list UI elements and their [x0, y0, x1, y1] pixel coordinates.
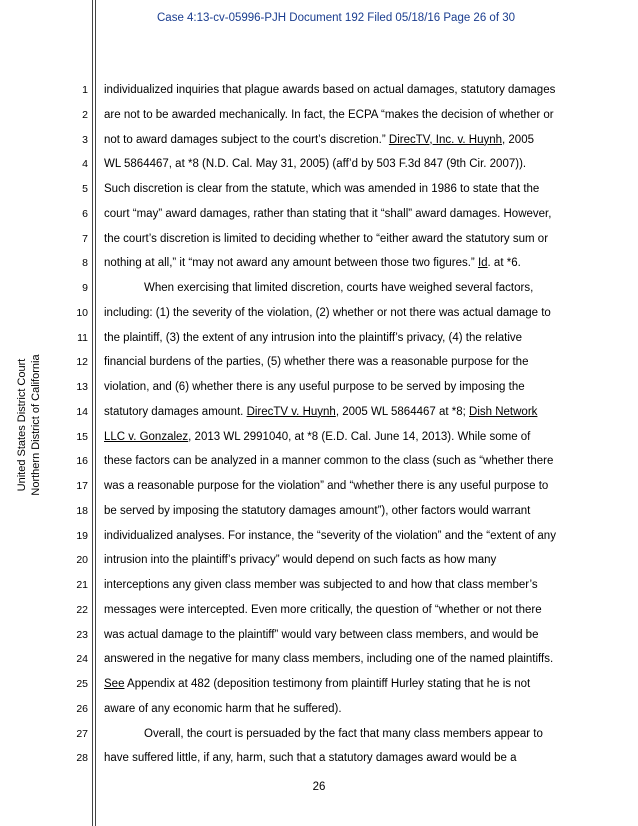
line-number: 24 — [76, 653, 88, 666]
text-run: the court’s discretion is limited to deciding whether to “either award the statutory sum or — [104, 232, 549, 245]
citation: Dish Network — [469, 405, 538, 418]
text-run: violation, and (6) whether there is any useful purpose to be served by imposing the — [104, 381, 525, 393]
left-margin-rule — [92, 0, 93, 826]
citation: See — [104, 678, 125, 690]
line-number: 22 — [76, 603, 88, 616]
text-line — [104, 301, 618, 326]
text-run: statutory damages amount. — [104, 405, 247, 418]
text-line — [104, 251, 618, 276]
body-text — [104, 78, 618, 771]
line-number: 13 — [76, 381, 88, 393]
line-number: 16 — [76, 455, 88, 468]
text-run: , 2013 WL 2991040, at *8 (E.D. Cal. June 14, 2013). While some of — [188, 430, 531, 443]
sidebar-line-2: Northern District of California — [30, 354, 42, 496]
citation: DirecTV v. Huynh — [246, 405, 336, 418]
text-run: intrusion into the plaintiff’s privacy” would depend on such facts as how many — [104, 554, 497, 567]
sidebar-line-1: United States District Court — [16, 358, 28, 492]
text-line — [104, 276, 618, 301]
line-number: 18 — [76, 504, 88, 517]
line-number: 4 — [82, 158, 88, 171]
page-number: 26 — [312, 781, 326, 793]
text-line — [104, 672, 618, 697]
text-line — [104, 227, 618, 252]
text-run: aware of any economic harm that he suffered). — [104, 702, 342, 715]
text-line — [104, 474, 618, 499]
text-line — [104, 202, 618, 227]
text-run: are not to be awarded mechanically. In fact, the ECPA “makes the decision of whether or — [104, 108, 554, 121]
line-number: 11 — [77, 331, 88, 344]
text-run: Such discretion is clear from the statute, which was amended in 1986 to state that the — [104, 183, 540, 195]
text-run: WL 5864467, at *8 (N.D. Cal. May 31, 2005) (aff’d by 503 F.3d 847 (9th Cir. 2007)). — [104, 158, 527, 171]
text-run: . at *6. — [487, 257, 521, 270]
text-line — [104, 722, 618, 747]
text-line — [104, 524, 618, 549]
text-line — [104, 647, 618, 672]
left-margin-rule-inner — [95, 0, 96, 826]
text-run: have suffered little, if any, harm, such that a statutory damages award would be a — [104, 752, 517, 765]
text-line — [104, 425, 618, 450]
text-line — [104, 746, 618, 771]
line-number: 3 — [82, 133, 88, 146]
text-line — [104, 103, 618, 128]
text-run: not to award damages subject to the court’s discretion.” — [104, 133, 389, 146]
text-line — [104, 400, 618, 425]
text-run: be served by imposing the statutory damages amount”), other factors would warrant — [104, 504, 531, 517]
text-line — [104, 548, 618, 573]
line-number: 10 — [76, 306, 88, 319]
text-run: , 2005 — [502, 133, 534, 146]
text-line — [104, 78, 618, 103]
text-line — [104, 623, 618, 648]
line-number: 26 — [76, 702, 88, 715]
court-sidebar — [4, 300, 54, 550]
text-run: nothing at all,” it “may not award any amount between those two figures.” — [104, 257, 478, 270]
text-run: interceptions any given class member was subjected to and how that class member’s — [104, 579, 538, 591]
text-run: was actual damage to the plaintiff” would vary between class members, and would be — [104, 628, 539, 641]
citation: DirecTV, Inc. v. Huynh — [388, 133, 503, 146]
line-number: 1 — [82, 84, 88, 96]
text-line — [104, 350, 618, 375]
line-numbers — [60, 78, 88, 771]
text-line — [104, 326, 618, 351]
text-run: financial burdens of the parties, (5) whether there was a reasonable purpose for the — [104, 356, 529, 369]
text-run: these factors can be analyzed in a manner common to the class (such as “whether there — [104, 455, 554, 468]
line-number: 25 — [76, 678, 88, 690]
line-number: 20 — [76, 554, 88, 567]
line-number: 27 — [76, 727, 88, 740]
text-run: When exercising that limited discretion, courts have weighed several factors, — [144, 282, 534, 294]
line-number: 6 — [82, 207, 88, 220]
text-line — [104, 152, 618, 177]
text-run: the plaintiff, (3) the extent of any intrusion into the plaintiff’s privacy, (4) the relative — [104, 331, 523, 344]
line-number: 7 — [82, 232, 88, 245]
line-number: 21 — [76, 579, 88, 591]
case-header: Case 4:13-cv-05996-PJH Document 192 Filed 05/18/16 Page 26 of 30 — [157, 12, 515, 24]
text-line — [104, 449, 618, 474]
text-run: individualized inquiries that plague awards based on actual damages, statutory damages — [104, 84, 556, 96]
line-number: 14 — [76, 405, 88, 418]
line-number: 5 — [82, 183, 88, 195]
line-number: 12 — [76, 356, 88, 369]
text-run: Overall, the court is persuaded by the fact that many class members appear to — [144, 727, 543, 740]
text-line — [104, 697, 618, 722]
line-number: 17 — [76, 480, 88, 492]
line-number: 23 — [76, 628, 88, 641]
text-line — [104, 375, 618, 400]
text-line — [104, 573, 618, 598]
text-line — [104, 499, 618, 524]
citation: LLC v. Gonzalez — [104, 430, 189, 443]
line-number: 19 — [76, 529, 88, 542]
text-run: , 2005 WL 5864467 at *8; — [335, 405, 470, 418]
text-run: Appendix at 482 (deposition testimony from plaintiff Hurley stating that he is not — [124, 678, 531, 690]
line-number: 2 — [82, 108, 88, 121]
text-run: court “may” award damages, rather than stating that it “shall” award damages. However, — [104, 207, 552, 220]
citation: Id — [477, 257, 488, 270]
text-line — [104, 598, 618, 623]
text-run: including: (1) the severity of the violation, (2) whether or not there was actual damage to — [104, 306, 551, 319]
text-run: was a reasonable purpose for the violation” and “whether there is any useful purpose to — [104, 480, 549, 492]
line-number: 15 — [76, 430, 88, 443]
text-line — [104, 177, 618, 202]
line-number: 8 — [82, 257, 88, 270]
text-line — [104, 128, 618, 153]
text-run: individualized analyses. For instance, the “severity of the violation” and the “extent of any — [104, 529, 556, 542]
text-run: messages were intercepted. Even more critically, the question of “whether or not there — [104, 603, 542, 616]
line-number: 28 — [76, 752, 88, 765]
line-number: 9 — [82, 282, 88, 294]
text-run: answered in the negative for many class members, including one of the named plaintiffs. — [104, 653, 554, 666]
